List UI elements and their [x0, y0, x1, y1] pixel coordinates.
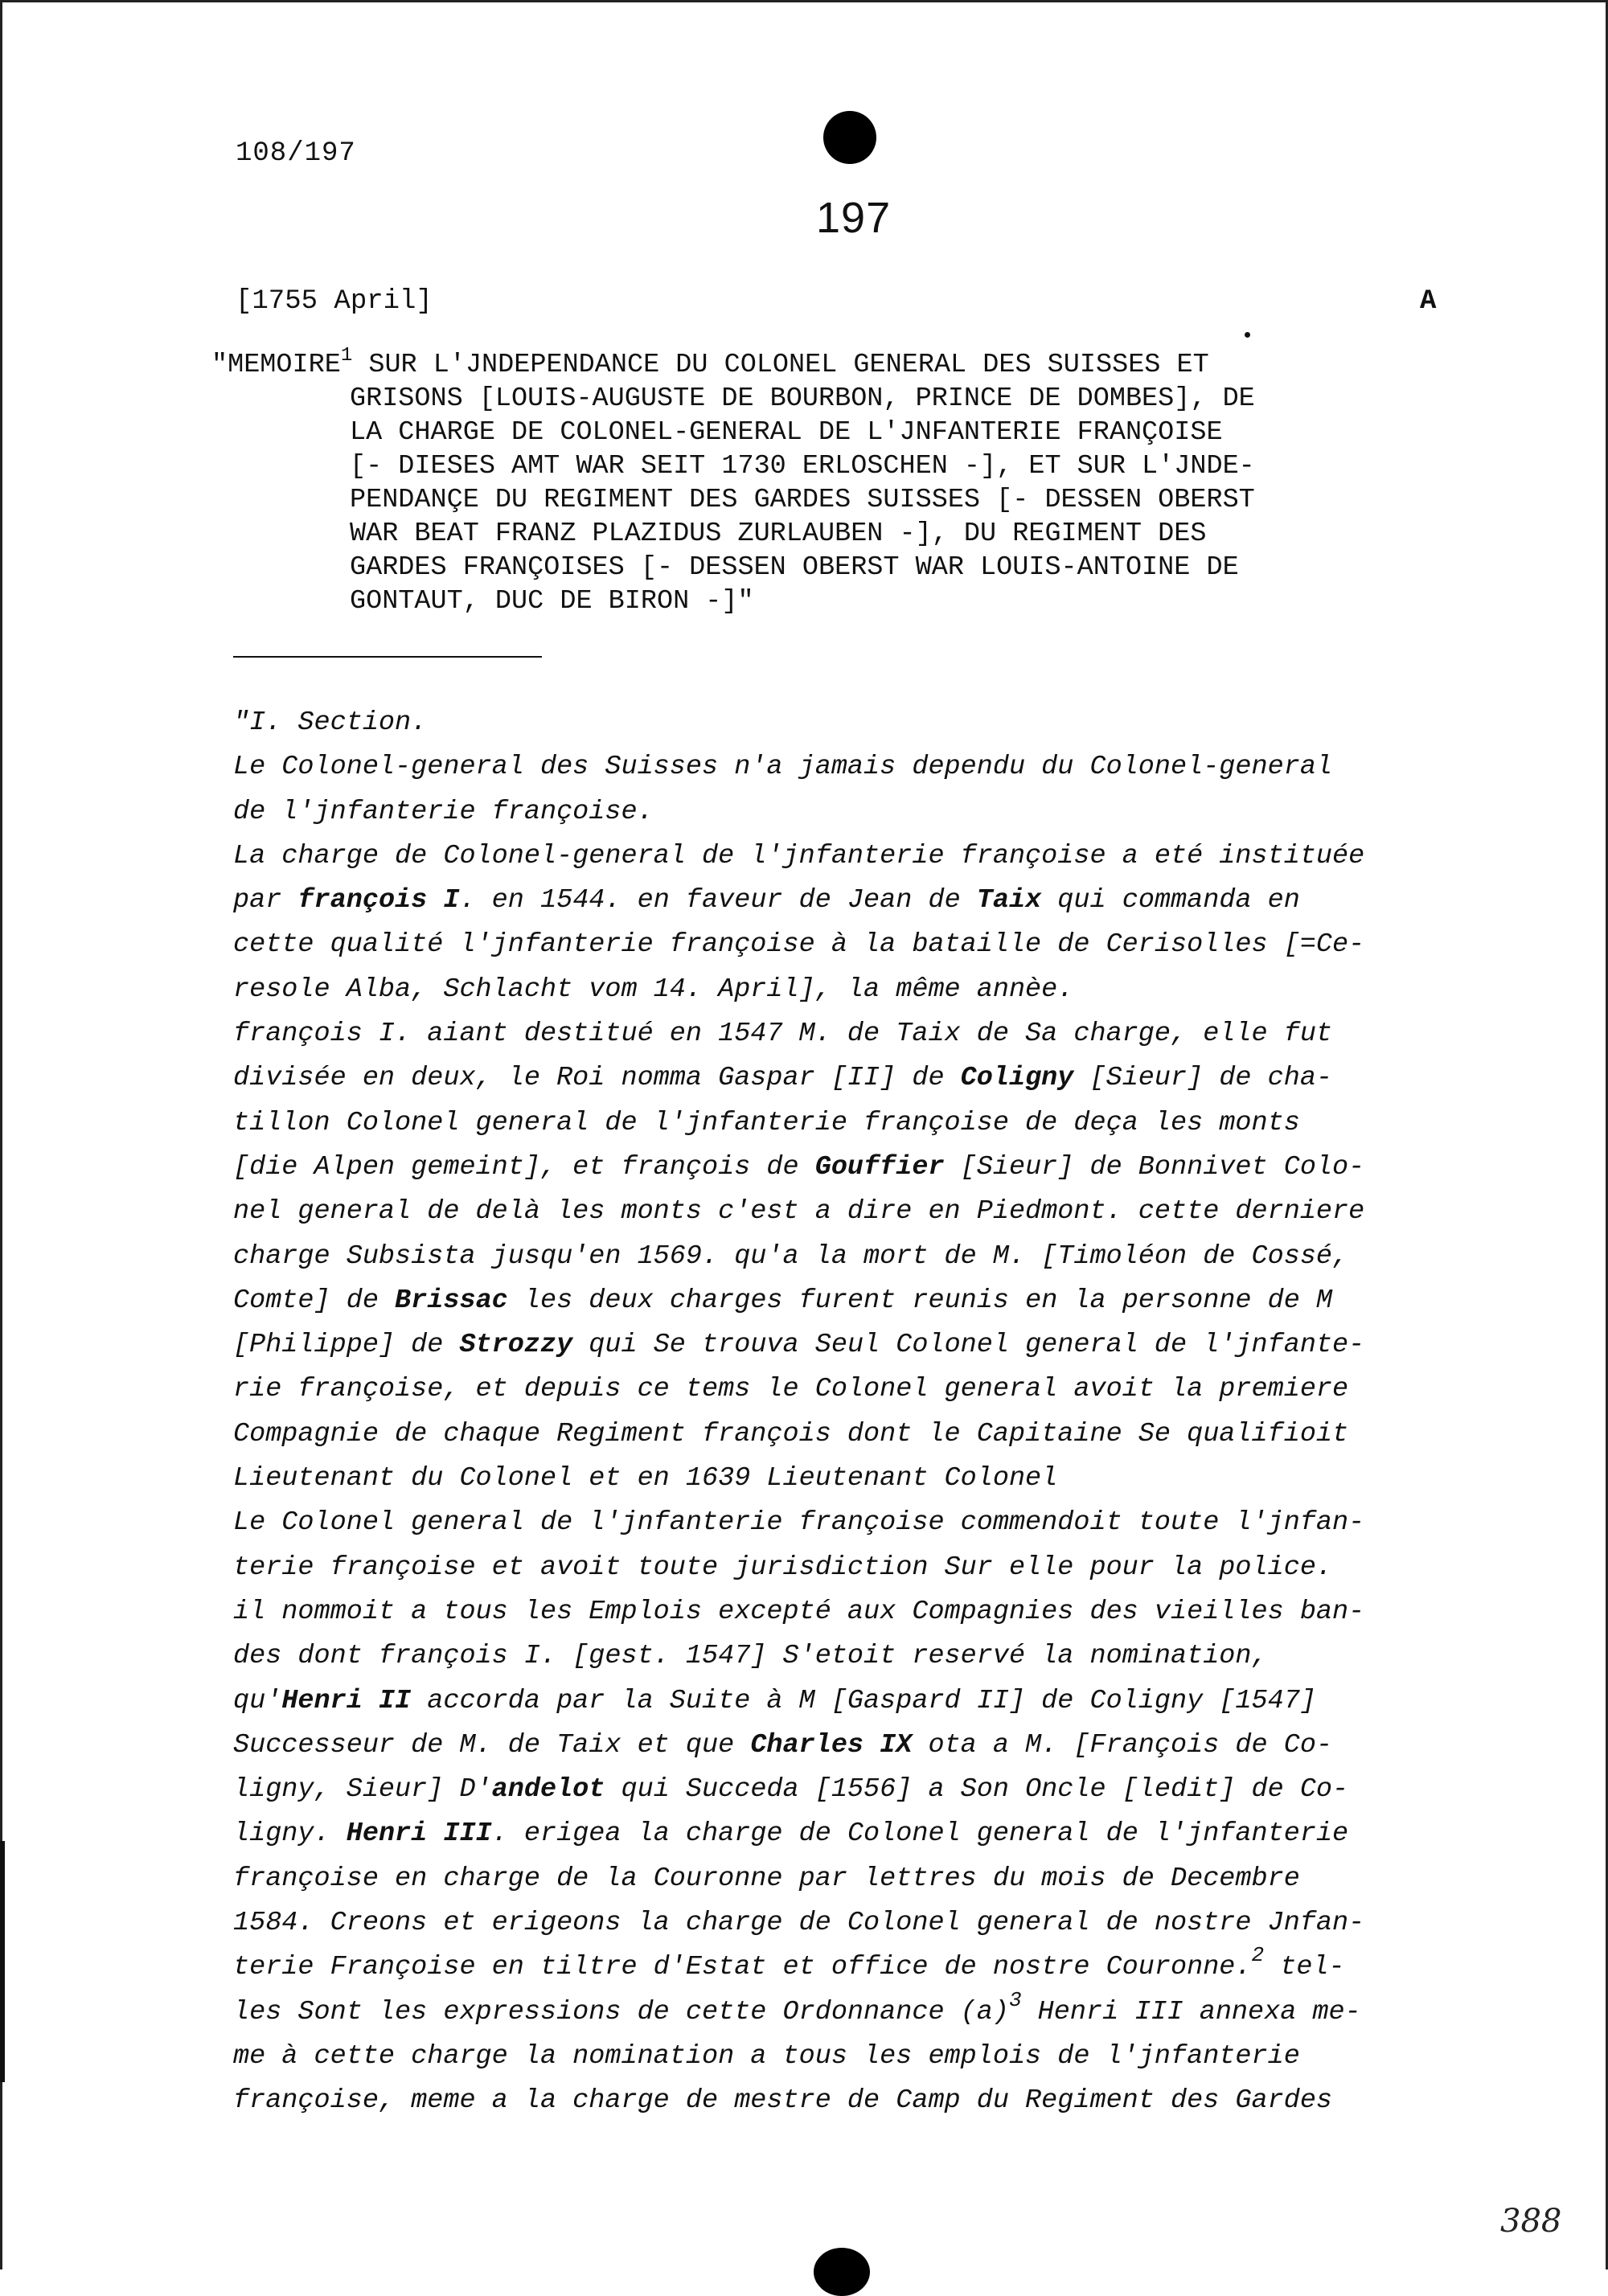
text-line: terie françoise et avoit toute jurisdiction Sur elle pour la police. — [233, 1552, 1333, 1583]
text-line: qu'Henri II accorda par la Suite à M [Gaspard II] de Coligny [1547] — [233, 1685, 1316, 1716]
text-line: il nommoit a tous les Emplois excepté aux Compagnies des vieilles ban- — [233, 1596, 1365, 1627]
text-line: rie françoise, et depuis ce tems le Colonel general avoit la premiere — [233, 1374, 1349, 1405]
title-line: PENDANÇE DU REGIMENT DES GARDES SUISSES [- DESSEN OBERST — [350, 485, 1255, 515]
text-line: resole Alba, Schlacht vom 14. April], la même annèe. — [233, 974, 1074, 1005]
text-line: cette qualité l'jnfanterie françoise à la bataille de Cerisolles [=Ce- — [233, 929, 1365, 961]
text-line: terie Françoise en tiltre d'Estat et office de nostre Couronne.$^2$ tel- — [233, 1943, 1345, 1983]
title-line: "MEMOIRE$^1$ SUR L'JNDEPENDANCE DU COLONEL GENERAL DES SUISSES ET — [211, 345, 1209, 380]
document-date: [1755 April] — [236, 286, 433, 317]
text-line: ligny. Henri III. erigea la charge de Colonel general de l'jnfanterie — [233, 1818, 1349, 1850]
text-line: ligny, Sieur] D'andelot qui Succeda [1556] a Son Oncle [ledit] de Co- — [233, 1774, 1349, 1806]
binding-edge-mark — [0, 1841, 5, 2082]
text-line: de l'jnfanterie françoise. — [233, 796, 654, 827]
text-line: divisée en deux, le Roi nomma Gaspar [II] de Coligny [Sieur] de cha- — [233, 1063, 1333, 1094]
footnote-ref: 3 — [1008, 1987, 1022, 2012]
title-line: LA CHARGE DE COLONEL-GENERAL DE L'JNFANTERIE FRANÇOISE — [350, 417, 1223, 448]
text-line: nel general de delà les monts c'est a dire en Piedmont. cette derniere — [233, 1196, 1365, 1228]
text-line: les Sont les expressions de cette Ordonnance $(a)^3$ Henri III annexa me- — [233, 1987, 1361, 2027]
text-line: [Philippe] de Strozzy qui Se trouva Seul Colonel general de l'jnfante- — [233, 1330, 1365, 1361]
text-line: Lieutenant du Colonel et en 1639 Lieutenant Colonel — [233, 1463, 1058, 1494]
text-line: françois I. aiant destitué en 1547 M. de Taix de Sa charge, elle fut — [233, 1019, 1333, 1050]
text-line: par françois I. en 1544. en faveur de Jean de Taix qui commanda en — [233, 885, 1300, 916]
text-line: charge Subsista jusqu'en 1569. qu'a la mort de M. [Timoléon de Cossé, — [233, 1240, 1349, 1272]
text-line: [die Alpen gemeint], et françois de Gouffier [Sieur] de Bonnivet Colo- — [233, 1151, 1365, 1183]
section-heading: "I. Section. — [233, 707, 428, 738]
footnote-ref: 2 — [1251, 1943, 1265, 1968]
title-line: [- DIESES AMT WAR SEIT 1730 ERLOSCHEN -], ET SUR L'JNDE- — [350, 451, 1255, 482]
text-line: Comte] de Brissac les deux charges furent reunis en la personne de M — [233, 1285, 1333, 1316]
text-line: des dont françois I. [gest. 1547] S'etoit reservé la nomination, — [233, 1641, 1268, 1672]
memoire-title — [211, 345, 1450, 618]
text-line: Successeur de M. de Taix et que Charles IX ota a M. [François de Co- — [233, 1729, 1333, 1761]
text-line: Le Colonel-general des Suisses n'a jamais dependu du Colonel-general — [233, 752, 1333, 783]
page-number: 197 — [816, 194, 892, 242]
document-reference: 108/197 — [236, 138, 356, 169]
ink-dot — [1245, 332, 1250, 338]
footnote-ref: 1 — [340, 345, 353, 367]
title-line: GRISONS [LOUIS-AUGUSTE DE BOURBON, PRINCE DE DOMBES], DE — [350, 383, 1255, 414]
text-line: La charge de Colonel-general de l'jnfanterie françoise a eté instituée — [233, 840, 1365, 871]
page-border-top — [0, 0, 1608, 2]
title-line: GONTAUT, DUC DE BIRON -]" — [350, 586, 754, 617]
section-letter: A — [1420, 286, 1437, 317]
text-line: Le Colonel general de l'jnfanterie françoise commendoit toute l'jnfan- — [233, 1507, 1365, 1539]
title-line: WAR BEAT FRANZ PLAZIDUS ZURLAUBEN -], DU REGIMENT DES — [350, 519, 1207, 549]
punch-hole-top — [823, 111, 876, 164]
handwritten-folio-number: 388 — [1500, 2203, 1562, 2240]
title-line: GARDES FRANÇOISES [- DESSEN OBERST WAR LOUIS-ANTOINE DE — [350, 552, 1239, 583]
text-line: Compagnie de chaque Regiment françois dont le Capitaine Se qualifioit — [233, 1418, 1349, 1449]
separator-rule — [233, 656, 542, 658]
text-line: me à cette charge la nomination a tous les emplois de l'jnfanterie — [233, 2040, 1300, 2072]
text-line: françoise en charge de la Couronne par lettres du mois de Decembre — [233, 1863, 1300, 1894]
body-text — [233, 701, 1471, 2124]
text-line: françoise, meme a la charge de mestre de Camp du Regiment des Gardes — [233, 2085, 1333, 2117]
text-line: 1584. Creons et erigeons la charge de Colonel general de nostre Jnfan- — [233, 1908, 1365, 1939]
punch-hole-bottom — [814, 2248, 870, 2296]
text-line: tillon Colonel general de l'jnfanterie françoise de deça les monts — [233, 1107, 1300, 1138]
